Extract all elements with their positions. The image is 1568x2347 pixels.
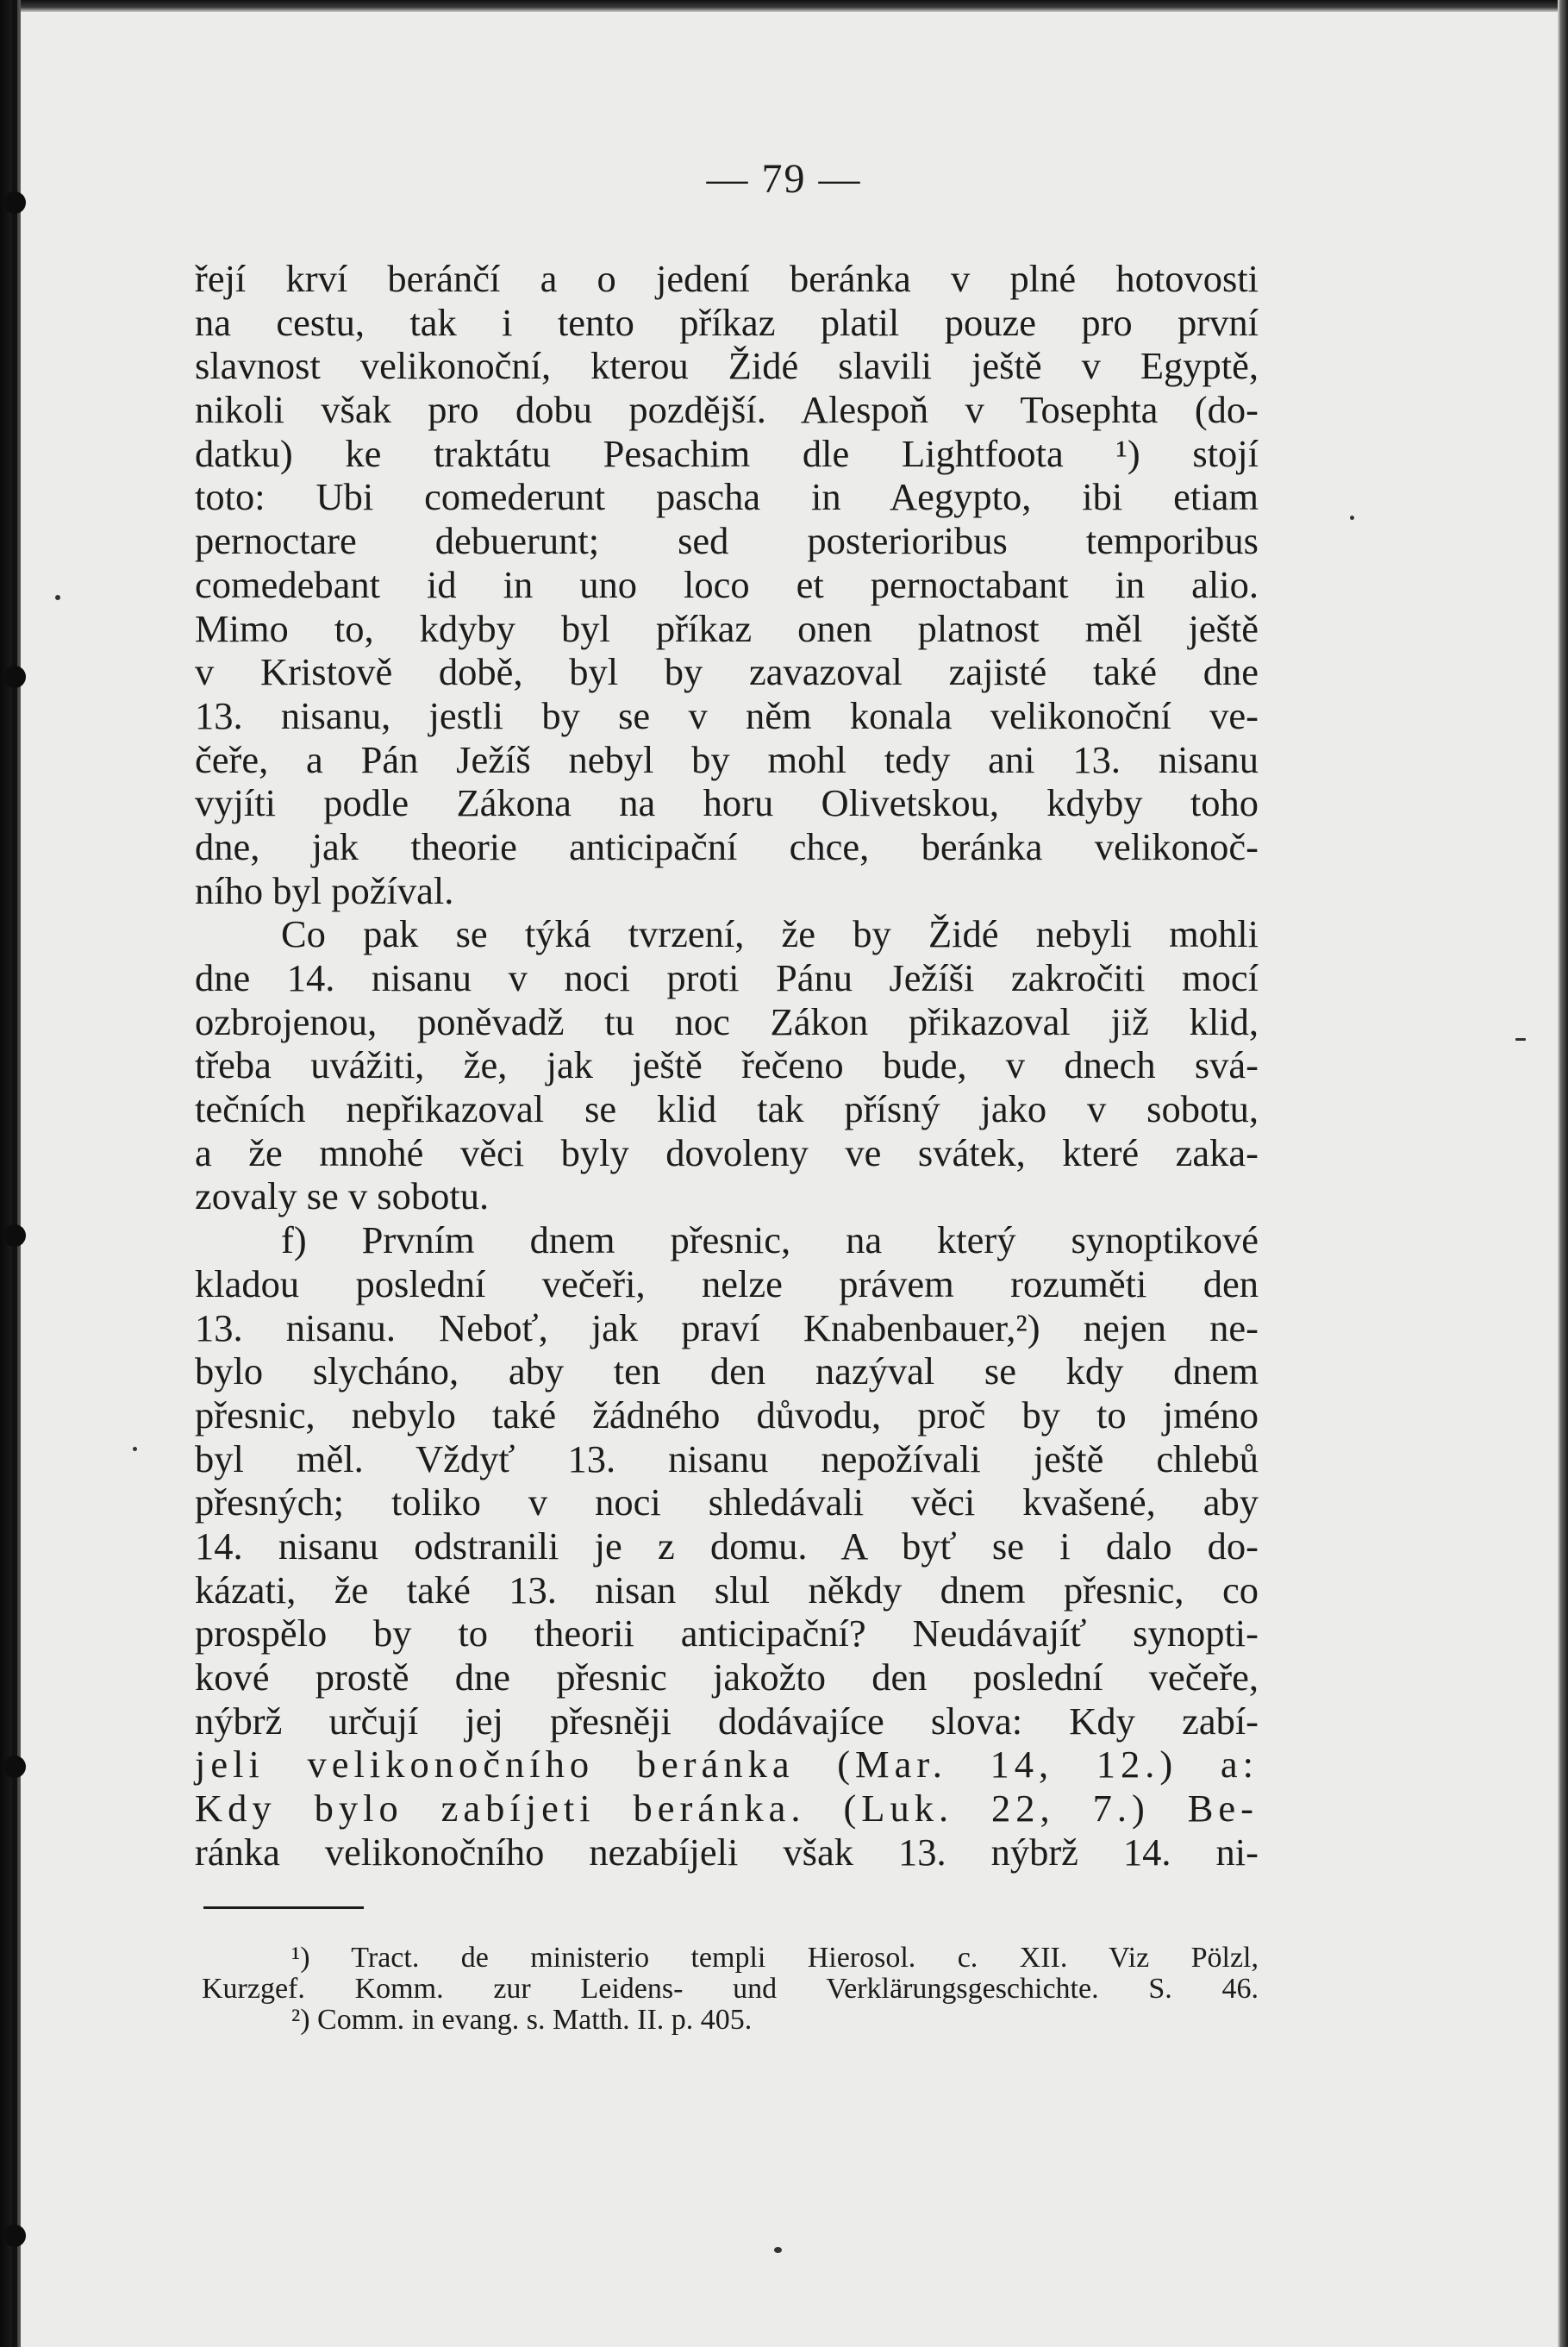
text-line: bylo slycháno, aby ten den nazýval se kdy dnem — [195, 1349, 1259, 1393]
text-line: 14. nisanu odstranili je z domu. A byť se i dalo do- — [195, 1524, 1259, 1568]
text-line: kové prostě dne přesnic jakožto den poslední večeře, — [195, 1655, 1259, 1699]
text-line: tečních nepřikazoval se klid tak přísný jako v sobotu, — [195, 1087, 1259, 1131]
binding-stitch — [3, 1224, 26, 1247]
page-right-edge — [1558, 0, 1568, 2347]
paragraph-first-line: f) Prvním dnem přesnic, na který synoptikové — [281, 1218, 1259, 1262]
text-line: slavnost velikonoční, kterou Židé slavili ještě v Egyptě, — [195, 344, 1259, 388]
text-line: kázati, že také 13. nisan slul někdy dnem přesnic, co — [195, 1568, 1259, 1612]
paper-speck — [1350, 516, 1354, 520]
text-line: na cestu, tak i tento příkaz platil pouze pro první — [195, 300, 1259, 344]
text-line: nikoli však pro dobu pozdější. Alespoň v Tosephta (do- — [195, 388, 1259, 432]
text-line: pernoctare debuerunt; sed posterioribus temporibus — [195, 519, 1259, 563]
text-line: jeli velikonočního beránka (Mar. 14, 12.) a: — [195, 1743, 1259, 1787]
text-line: dne 14. nisanu v noci proti Pánu Ježíši zakročiti mocí — [195, 956, 1259, 999]
text-line: Mimo to, kdyby byl příkaz onen platnost měl ještě — [195, 606, 1259, 650]
text-line: třeba uvážiti, že, jak ještě řečeno bude, v dnech svá- — [195, 1043, 1259, 1087]
footnote-divider — [203, 1906, 364, 1909]
binding-stitch — [3, 666, 26, 688]
text-line: ozbrojenou, poněvadž tu noc Zákon přikazoval již klid, — [195, 999, 1259, 1043]
text-line: byl měl. Vždyť 13. nisanu nepožívali ještě chlebů — [195, 1436, 1259, 1480]
paper-speck — [1515, 1038, 1526, 1041]
footnote-line: ²) Comm. in evang. s. Matth. II. p. 405. — [291, 2004, 753, 2036]
footnote-line: ¹) Tract. de ministerio templi Hierosol. c. XII. Viz Pölzl, — [291, 1942, 1259, 1974]
text-line: dne, jak theorie anticipační chce, beránka velikonoč- — [195, 824, 1259, 868]
binding-stitch — [3, 2225, 26, 2247]
text-line: čeře, a Pán Ježíš nebyl by mohl tedy ani 13. nisanu — [195, 737, 1259, 781]
text-line: 13. nisanu, jestli by se v něm konala velikonoční ve- — [195, 693, 1259, 737]
paper-speck — [774, 2247, 782, 2253]
text-line: 13. nisanu. Neboť, jak praví Knabenbauer,²) nejen ne- — [195, 1305, 1259, 1349]
text-line: vyjíti podle Zákona na horu Olivetskou, kdyby toho — [195, 781, 1259, 825]
text-line: datku) ke traktátu Pesachim dle Lightfoota ¹) stojí — [195, 431, 1259, 475]
paper-speck — [55, 595, 60, 600]
binding-thread — [12, 0, 17, 2347]
text-line: a že mnohé věci byly dovoleny ve svátek, které zaka- — [195, 1130, 1259, 1174]
body-text — [195, 257, 1259, 1874]
paragraph-first-line: Co pak se týká tvrzení, že by Židé nebyli mohli — [281, 912, 1259, 956]
text-line: comedebant id in uno loco et pernoctabant in alio. — [195, 562, 1259, 606]
page-top-edge — [0, 0, 1568, 12]
text-line: v Kristově době, byl by zavazoval zajisté také dne — [195, 650, 1259, 694]
footnote-line: Kurzgef. Komm. zur Leidens- und Verklärungsgeschichte. S. 46. — [202, 1973, 1259, 2005]
text-line: prospělo by to theorii anticipační? Neudávajíť synopti- — [195, 1612, 1259, 1655]
text-line: ránka velikonočního nezabíjeli však 13. nýbrž 14. ni- — [195, 1830, 1259, 1874]
text-line: přesných; toliko v noci shledávali věci kvašené, aby — [195, 1480, 1259, 1524]
text-line: ního byl požíval. — [195, 868, 454, 912]
page-number: — 79 — — [706, 156, 862, 202]
text-line: Kdy bylo zabíjeti beránka. (Luk. 22, 7.) Be- — [195, 1787, 1259, 1831]
text-line: přesnic, nebylo také žádného důvodu, proč by to jméno — [195, 1393, 1259, 1436]
text-line: řejí krví beránčí a o jedení beránka v plné hotovosti — [195, 257, 1259, 300]
binding-stitch — [3, 1756, 26, 1778]
text-line: kladou poslední večeři, nelze právem rozuměti den — [195, 1261, 1259, 1305]
paper-speck — [133, 1447, 137, 1451]
text-line: nýbrž určují jej přesněji dodávajíce slova: Kdy zabí- — [195, 1699, 1259, 1743]
footnotes — [202, 1943, 1259, 2036]
text-line: zovaly se v sobotu. — [195, 1174, 490, 1218]
text-line: toto: Ubi comederunt pascha in Aegypto, ibi etiam — [195, 475, 1259, 519]
binding-edge — [0, 0, 21, 2347]
